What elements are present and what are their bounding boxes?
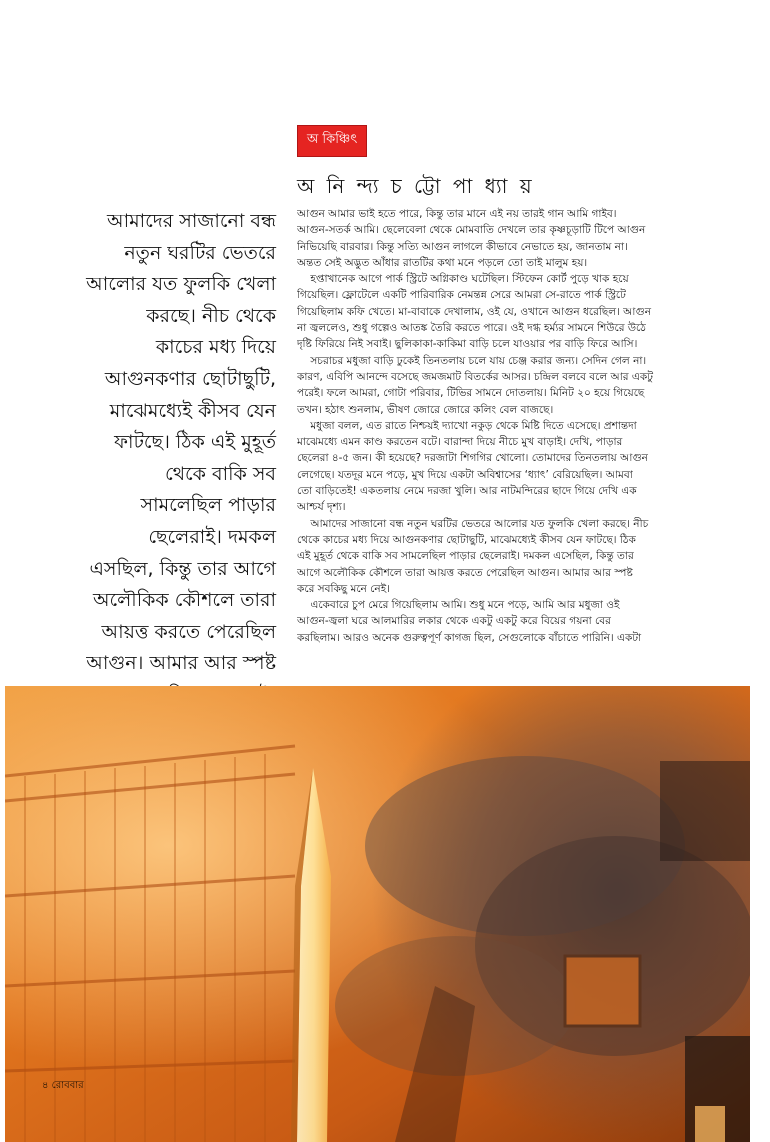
article-line: লেগেছে। যতদূর মনে পড়ে, মুখ দিয়ে একটা অবিশ্বাসের ‘ধ্যাৎ’ বেরিয়েছিল। আমবা (297, 468, 633, 481)
article-line: থেকে কাচের মধ্য দিয়ে আগুনকণার ছোটাছুটি, মাঝেমধ্যেই কীসব যেন ফাটছে। ঠিক (297, 533, 636, 546)
pull-quote-line: সামলেছিল পাড়ার (140, 494, 276, 517)
article-line: হপ্তাখানেক আগে পার্ক স্ট্রিটে অগ্নিকাণ্ড ঘটেছিল। স্টিফেন কোর্ট পুড়ে খাক হয়ে (297, 273, 629, 286)
article-line: নিভিয়েছি বারবার। কিন্তু সত্যি আগুন লাগলে কীভাবে নেভাতে হয়, জানতাম না। (297, 240, 628, 253)
article-line: এই মুহূর্ত থেকে বাকি সব সামলেছিল পাড়ার ছেলেরাই। দমকল এসেছিল, কিন্তু তার (297, 550, 634, 563)
article-line: তো বাড়িতেই! একতলায় নেমে দরজা খুলি। আর নাটমন্দিরের ছাদে গিয়ে দেখি এক (297, 485, 637, 498)
author-byline: অ নি ন্দ্য চ ট্টো পা ধ্যা য় (297, 174, 535, 198)
article-line: গিয়েছিল। ফ্লোটেলে একটি পারিবারিক নেমন্তন্ন সেরে আমরা সে-রাতে পার্ক স্ট্রিটে (297, 289, 626, 302)
article-line: আগে অলৌকিক কৌশলে তারা আয়ত্ত করতে পেরেছিল আগুন। আমার আর স্পষ্ট (297, 566, 633, 579)
pull-quote-line: এসছিল, কিন্তু তার আগে (89, 557, 276, 580)
article-line: আগুন আমার ভাই হতে পারে, কিন্তু তার মানে এই নয় তারই গান আমি গাইব। (297, 208, 617, 220)
pull-quote-line: থেকে বাকি সব (165, 462, 276, 485)
pull-quote-line: অলৌকিক কৌশলে তারা (93, 589, 276, 612)
pull-quote-line: আয়ত্ত করতে পেরেছিল (101, 620, 276, 643)
fire-photo (5, 686, 750, 1142)
article-line: আগুন-সতর্ক আমি। ছেলেবেলা থেকে মোমবাতি দেখলে তার কৃষ্ণচূড়াটি টিপে আগুন (297, 224, 646, 237)
pull-quote-line: আলোর যত ফুলকি খেলা (86, 273, 276, 296)
article-line: করছিলাম। আরও অনেক গুরুত্বপূর্ণ কাগজ ছিল, সেগুলোকে বাঁচাতে পারিনি। একটা (297, 631, 642, 644)
pull-quote-line: মাঝেমধ্যেই কীসব যেন (109, 399, 276, 422)
pull-quote-line: আগুন। আমার আর স্পষ্ট (86, 652, 276, 675)
pull-quote (60, 206, 276, 712)
section-badge: অ কিঞ্চিৎ (297, 125, 367, 157)
pull-quote-line: ফাটছে। ঠিক এই মুহূর্ত (114, 431, 276, 454)
article-line: আমাদের সাজানো বন্ধ নতুন ঘরটির ভেতরে আলোর যত ফুলকি খেলা করছে। নীচ (297, 517, 649, 530)
article-line: তখন। হঠাৎ শুনলাম, ভীষণ জোরে জোরে কলিং বেল বাজছে। (297, 403, 554, 416)
pull-quote-line: আগুনকণার ছোটাছুটি, (104, 367, 276, 390)
article-line: কারণ, এবিপি আনন্দে বসেছে জমজমাট বিতর্কের আসর। চন্দ্রিল বলবে বলে আর একটু (297, 370, 653, 383)
pull-quote-line: আমাদের সাজানো বন্ধ (106, 210, 276, 232)
fire-photo-illustration (5, 686, 750, 1142)
article-line: আগুন-জ্বলা ঘরে আলমারির লকার থেকে একটু একটু করে বিয়ের গয়না বের (297, 615, 611, 628)
article-line: দৃষ্টি ফিরিয়ে নিই সবাই। ছুলিকাকা-কাকিমা বাড়ি চলে যাওয়ার পর বাড়ি ফিরে আসি। (297, 338, 638, 351)
article-line: মাঝেমধ্যে এমন কাণ্ড করতেন বটে। বারান্দা দিয়ে নীচে মুখ বাড়াই। দেখি, পাড়ার (297, 436, 623, 449)
article-line: অন্তত সেই অদ্ভুত আঁধার রাতটির কথা মনে পড়লে তো তাই মালুম হয়। (297, 256, 588, 269)
pull-quote-line: ছেলেরাই। দমকল (148, 525, 276, 548)
page-folio: ৪ রোববার (42, 1080, 84, 1091)
article-line: আশ্চর্য দৃশ্য। (297, 501, 346, 514)
article-line: সচরাচর মধুজা বাড়ি ঢুকেই তিনতলায় চলে যায় চেঞ্জ করার জন্য। সেদিন গেল না। (297, 354, 647, 367)
article-body (297, 206, 749, 646)
article-line: ছেলেরা ৪-৫ জন। কী হয়েছে? দরজাটা শিগগির খোলো। তোমাদের তিনতলায় আগুন (297, 452, 648, 465)
article-line: একেবারে চুপ মেরে গিয়েছিলাম আমি। শুধু মনে পড়ে, আমি আর মধুজা ওই (297, 599, 620, 612)
article-line: করে সবকিছু মনে নেই। (297, 582, 390, 595)
article-line: না জ্বললেও, শুধু গল্পেও আতঙ্ক তৈরি করতে পারে। ওই দগ্ধ হর্ম্যর সামনে শিউরে উঠে (297, 322, 646, 335)
pull-quote-line: করছে। নীচ থেকে (146, 304, 276, 327)
article-line: পরেই। ফলে আমরা, গোটা পরিবার, টিভির সামনে দোতলায়। মিনিট ২০ হয়ে গিয়েছে (297, 387, 645, 400)
pull-quote-line: কাচের মধ্য দিয়ে (155, 336, 276, 359)
article-line: মধুজা বলল, এত রাতে নিশ্চয়ই দ্যাখো নকুড় থেকে মিষ্টি দিতে এসেছে। প্রশান্তদা (297, 419, 637, 432)
article-line: গিয়েছিলাম কফি খেতে। মা-বাবাকে দেখালাম, ওই যে, ওখানে আগুন ধরেছিল। আগুন (297, 305, 651, 318)
pull-quote-line: নতুন ঘরটির ভেতরে (124, 241, 276, 264)
